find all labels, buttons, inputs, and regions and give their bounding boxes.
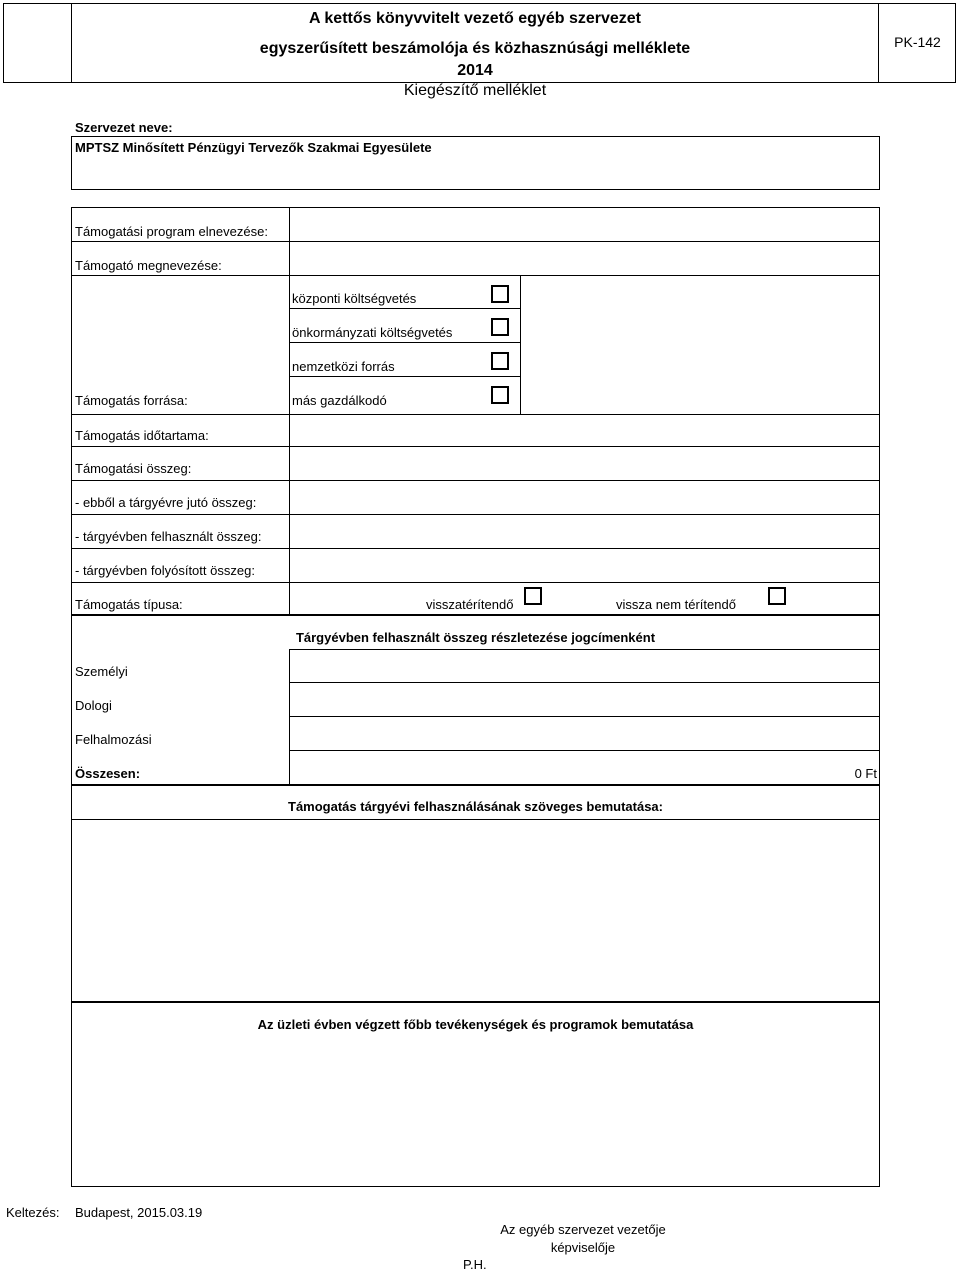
duration-label: Támogatás időtartama: <box>75 428 209 443</box>
source-other-checkbox[interactable] <box>491 386 509 404</box>
text-section-box <box>71 785 880 1002</box>
breakdown-row-personal: Személyi <box>75 664 128 679</box>
supporter-label: Támogató megnevezése: <box>75 258 222 273</box>
type-refundable-checkbox[interactable] <box>524 587 542 605</box>
date-value: Budapest, 2015.03.19 <box>75 1205 203 1220</box>
header-title-line1: A kettős könyvvitelt vezető egyéb szervezet <box>309 10 641 27</box>
type-refundable-label: visszatérítendő <box>426 597 514 612</box>
org-name: MPTSZ Minősített Pénzügyi Tervezők Szakmai Egyesülete <box>75 140 432 155</box>
source-central-label: központi költségvetés <box>292 291 417 306</box>
breakdown-row-investment: Felhalmozási <box>75 732 152 747</box>
source-international-label: nemzetközi forrás <box>292 359 395 374</box>
text-section-title: Támogatás tárgyévi felhasználásának szöveges bemutatása: <box>288 799 663 814</box>
year-share-label: - ebből a tárgyévre jutó összeg: <box>75 495 257 510</box>
date-label: Keltezés: <box>6 1205 60 1220</box>
source-other-label: más gazdálkodó <box>292 393 387 408</box>
used-label: - tárgyévben felhasznált összeg: <box>75 529 262 544</box>
program-label: Támogatási program elnevezése: <box>75 224 268 239</box>
source-central-checkbox[interactable] <box>491 285 509 303</box>
breakdown-total-label: Összesen: <box>75 766 141 781</box>
amount-label: Támogatási összeg: <box>75 461 192 476</box>
source-municipal-checkbox[interactable] <box>491 318 509 336</box>
paid-label: - tárgyévben folyósított összeg: <box>75 563 255 578</box>
header-year: 2014 <box>457 62 493 79</box>
header-subtitle: Kiegészítő melléklet <box>403 82 547 99</box>
source-international-checkbox[interactable] <box>491 352 509 370</box>
breakdown-row-material: Dologi <box>75 698 112 713</box>
type-label: Támogatás típusa: <box>75 597 183 612</box>
type-nonrefundable-checkbox[interactable] <box>768 587 786 605</box>
header-title-line2: egyszerűsített beszámolója és közhasznúsági melléklete <box>259 40 691 57</box>
signer-line2: képviselője <box>550 1240 616 1255</box>
form-code: PK-142 <box>894 34 941 50</box>
type-nonrefundable-label: vissza nem térítendő <box>616 597 736 612</box>
breakdown-title: Tárgyévben felhasznált összeg részletezése jogcímenként <box>295 630 656 645</box>
source-municipal-label: önkormányzati költségvetés <box>292 325 453 340</box>
signer-line1: Az egyéb szervezet vezetője <box>500 1222 666 1237</box>
activities-title: Az üzleti évben végzett főbb tevékenységek és programok bemutatása <box>257 1017 694 1032</box>
org-label: Szervezet neve: <box>75 120 173 135</box>
source-label: Támogatás forrása: <box>75 393 188 408</box>
breakdown-total-value: 0 Ft <box>854 766 877 781</box>
ph-label: P.H. <box>463 1257 487 1272</box>
support-table-divider <box>289 207 290 615</box>
